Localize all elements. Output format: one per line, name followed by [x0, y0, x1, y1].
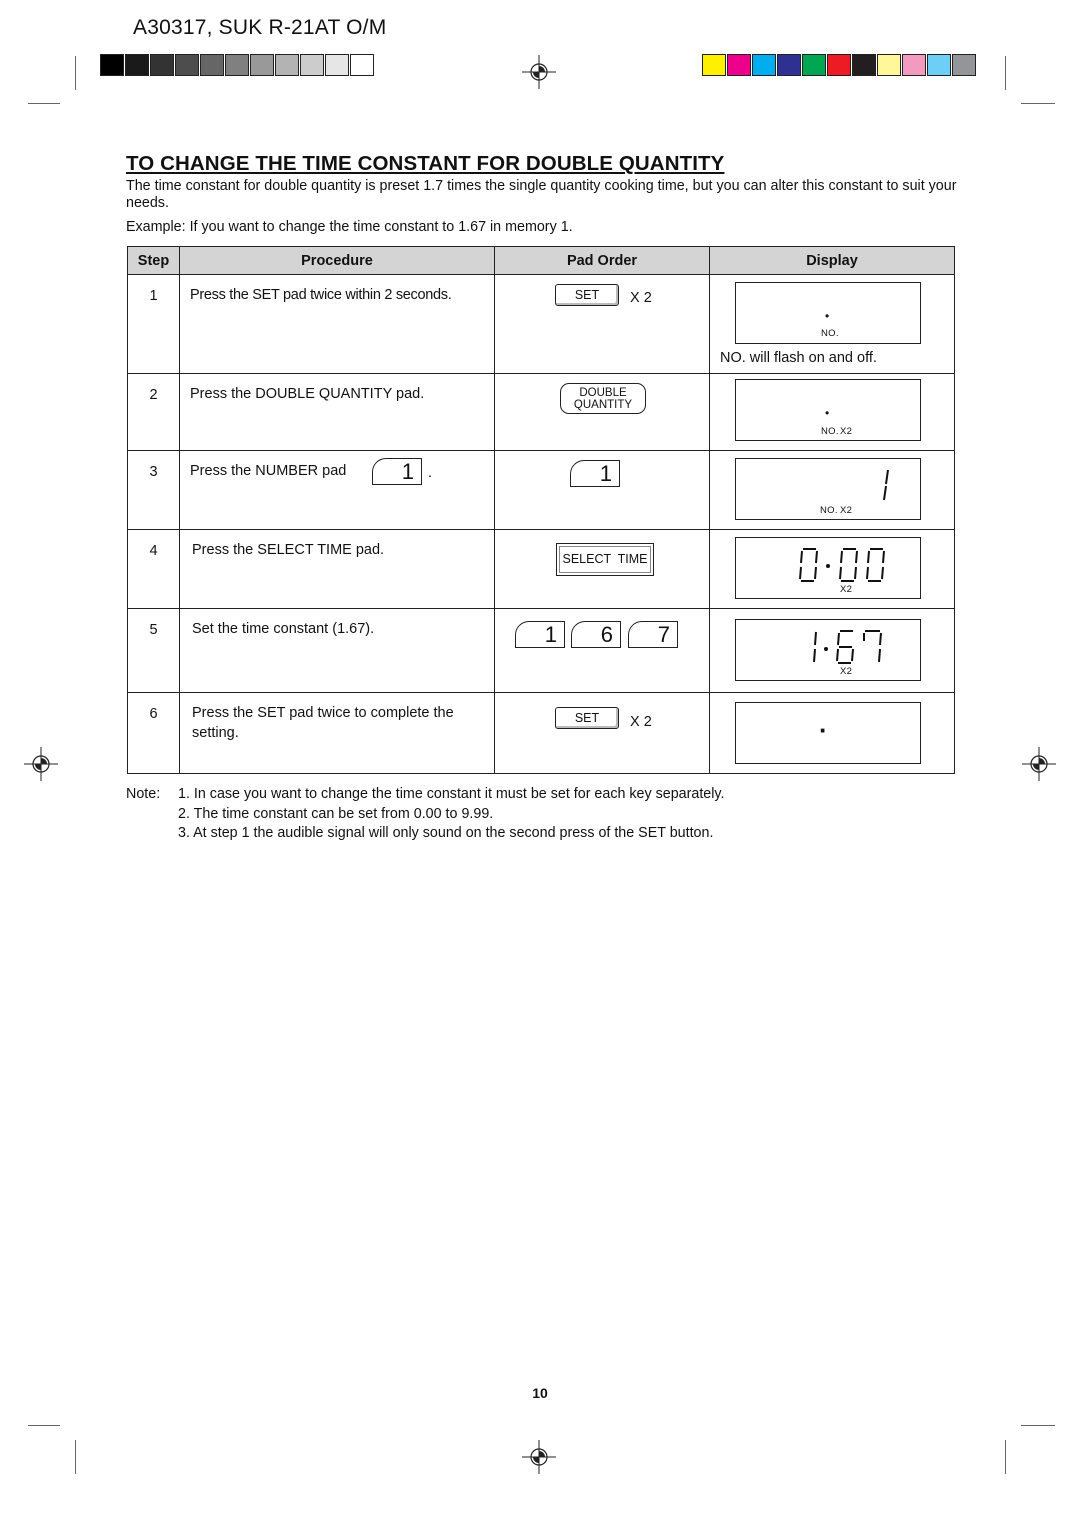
note-item	[126, 805, 725, 825]
crop-mark	[75, 1440, 76, 1474]
pad-order-cell	[495, 374, 710, 451]
gray-swatch	[300, 54, 324, 76]
color-swatch	[802, 54, 826, 76]
flashing-no-indicator: NO.	[821, 426, 839, 437]
crop-mark	[1005, 56, 1006, 90]
procedure-text: Press the NUMBER pad	[190, 463, 347, 479]
step-number: 3	[128, 451, 180, 530]
select-time-pad-button: SELECT TIME	[556, 543, 654, 576]
press-count: X 2	[630, 714, 652, 730]
procedure-text: Set the time constant (1.67).	[180, 609, 495, 693]
gray-swatch	[125, 54, 149, 76]
pad-label-line: QUANTITY	[573, 399, 633, 411]
gray-swatch	[175, 54, 199, 76]
note-item	[126, 824, 725, 844]
pad-order-cell	[495, 451, 710, 530]
lcd-display	[735, 619, 921, 681]
notes-section	[126, 785, 725, 844]
number-pad-1-button: 1	[570, 460, 620, 487]
lcd-display	[735, 282, 921, 344]
number-label: NO.	[820, 505, 838, 516]
display-cell	[710, 275, 955, 374]
display-note: NO. will flash on and off.	[720, 350, 877, 366]
registration-mark-icon	[522, 1440, 556, 1474]
table-row	[128, 275, 955, 374]
gray-swatch	[150, 54, 174, 76]
procedure-text: Press the SET pad twice to complete the setting.	[180, 693, 495, 774]
display-cell	[710, 693, 955, 774]
pad-order-cell	[495, 275, 710, 374]
x2-indicator: X2	[840, 426, 853, 437]
table-row	[128, 530, 955, 609]
display-cell	[710, 609, 955, 693]
note-text: 2. The time constant can be set from 0.00 to 9.99.	[178, 805, 494, 822]
registration-mark-icon	[1022, 747, 1056, 781]
crop-mark	[75, 56, 76, 90]
table-row	[128, 693, 955, 774]
column-header-step: Step	[128, 247, 180, 275]
color-swatch	[777, 54, 801, 76]
gray-swatch	[200, 54, 224, 76]
procedure-text: Press the SELECT TIME pad.	[180, 530, 495, 609]
document-reference: A30317, SUK R-21AT O/M	[133, 16, 387, 39]
number-pad-6-button: 6	[571, 621, 621, 648]
color-swatch	[927, 54, 951, 76]
color-swatch	[952, 54, 976, 76]
color-swatch	[827, 54, 851, 76]
color-swatch	[752, 54, 776, 76]
table-row	[128, 609, 955, 693]
column-header-display: Display	[710, 247, 955, 275]
gray-swatch	[225, 54, 249, 76]
x2-indicator: X2	[840, 666, 853, 677]
pad-label-line: DOUBLE	[579, 387, 627, 399]
gray-swatch	[250, 54, 274, 76]
step-number: 4	[128, 530, 180, 609]
pad-order-cell	[495, 693, 710, 774]
color-calibration-bar	[702, 54, 977, 76]
gray-swatch	[275, 54, 299, 76]
procedure-period: .	[428, 465, 433, 481]
gray-swatch	[100, 54, 124, 76]
table-row	[128, 451, 955, 530]
pad-order-cell	[495, 530, 710, 609]
lcd-display	[735, 537, 921, 599]
crop-mark	[28, 103, 60, 104]
intro-paragraph: The time constant for double quantity is preset 1.7 times the single quantity cooking time, but you can alter this constant to suit your needs.	[126, 178, 957, 211]
notes-label: Note:	[126, 786, 161, 802]
color-swatch	[727, 54, 751, 76]
crop-mark	[1021, 1425, 1055, 1426]
section-heading: TO CHANGE THE TIME CONSTANT FOR DOUBLE QUANTITY	[126, 152, 725, 175]
color-swatch	[902, 54, 926, 76]
step-number: 2	[128, 374, 180, 451]
gray-swatch	[325, 54, 349, 76]
example-text: Example: If you want to change the time constant to 1.67 in memory 1.	[126, 219, 573, 235]
display-cell	[710, 451, 955, 530]
registration-mark-icon	[24, 747, 58, 781]
number-pad-1-button: 1	[372, 458, 422, 485]
page-number: 10	[532, 1385, 548, 1401]
procedure-cell	[180, 451, 495, 530]
seven-segment-readout	[796, 546, 896, 586]
set-pad-button: SET	[555, 707, 619, 729]
step-number: 1	[128, 275, 180, 374]
display-dot: •	[825, 406, 830, 420]
display-dot: •	[825, 309, 830, 323]
procedure-text: Press the SET pad twice within 2 seconds.	[180, 275, 495, 374]
color-swatch	[852, 54, 876, 76]
crop-mark	[1005, 1440, 1006, 1474]
number-pad-1-button: 1	[515, 621, 565, 648]
lcd-display	[735, 458, 921, 520]
double-quantity-pad-button	[560, 383, 646, 414]
note-text: 1. In case you want to change the time constant it must be set for each key separately.	[178, 786, 725, 802]
step-number: 6	[128, 693, 180, 774]
lcd-display	[735, 702, 921, 764]
gray-swatch	[350, 54, 374, 76]
display-dot: ·	[819, 715, 828, 745]
x2-indicator: X2	[840, 505, 853, 516]
display-cell	[710, 374, 955, 451]
column-header-pad-order: Pad Order	[495, 247, 710, 275]
seven-segment-digit	[874, 467, 894, 503]
registration-mark-icon	[522, 55, 556, 89]
crop-mark	[28, 1425, 60, 1426]
press-count: X 2	[630, 290, 652, 306]
display-cell	[710, 530, 955, 609]
number-pad-7-button: 7	[628, 621, 678, 648]
flashing-no-indicator: NO.	[821, 328, 839, 339]
x2-indicator: X2	[840, 584, 853, 595]
pad-order-cell	[495, 609, 710, 693]
note-item	[126, 785, 725, 805]
table-row	[128, 374, 955, 451]
step-number: 5	[128, 609, 180, 693]
set-pad-button: SET	[555, 284, 619, 306]
color-swatch	[877, 54, 901, 76]
color-swatch	[702, 54, 726, 76]
lcd-display	[735, 379, 921, 441]
procedure-table	[127, 246, 955, 774]
note-text: 3. At step 1 the audible signal will only sound on the second press of the SET button.	[178, 825, 714, 841]
seven-segment-readout	[806, 628, 896, 668]
crop-mark	[1021, 103, 1055, 104]
grayscale-calibration-bar	[100, 54, 375, 76]
procedure-text: Press the DOUBLE QUANTITY pad.	[180, 374, 495, 451]
column-header-procedure: Procedure	[180, 247, 495, 275]
